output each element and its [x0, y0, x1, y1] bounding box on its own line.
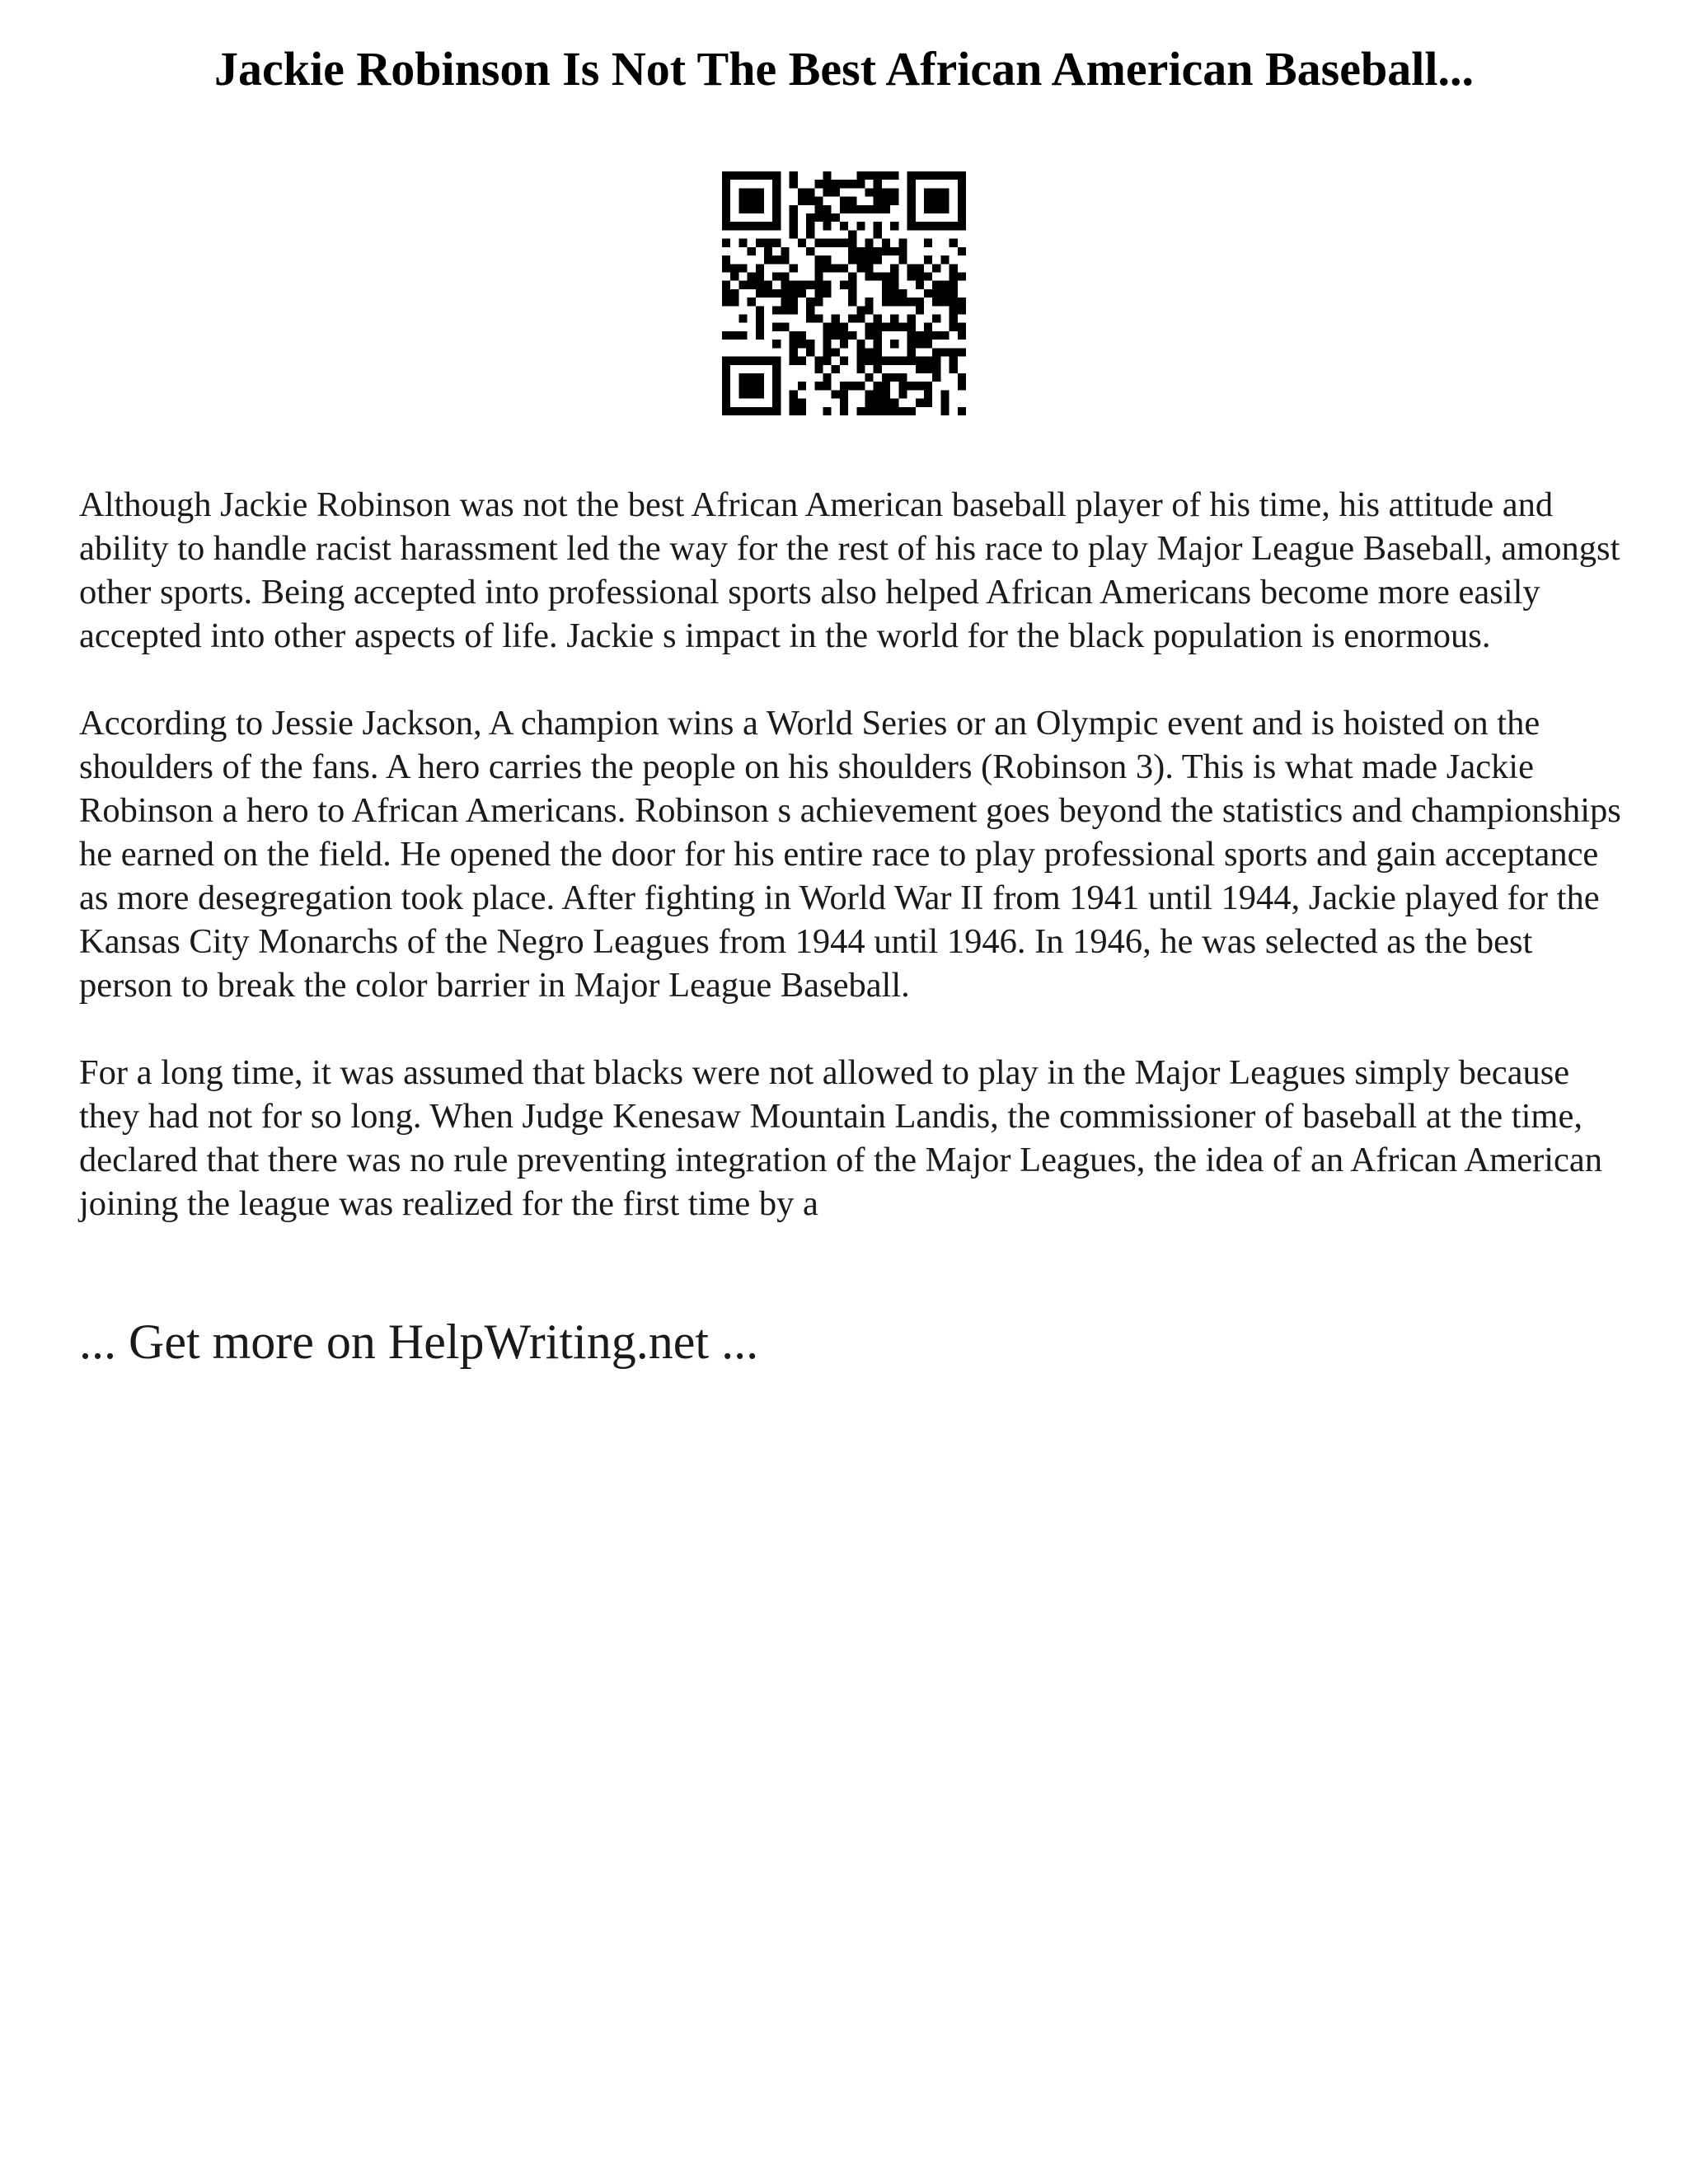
paragraph-1: Although Jackie Robinson was not the best African American baseball player of his time, his attitude and ability to handle racist harassment led the way for the rest of his race to play Major League Baseball, amongst other sports. Being accepted into professional sports also helped African Americans become more easily accepted into other aspects of life. Jackie s impact in the world for the black population is enormous.: [79, 485, 1620, 655]
qr-code-icon: [722, 171, 966, 415]
paragraph-2: According to Jessie Jackson, A champion wins a World Series or an Olympic event and is hoisted on the shoulders of the fans. A hero carries the people on his shoulders (Robinson 3). This is what made Jackie Robinson a hero to African Americans. Robinson s achievement goes beyond the statistics and championships he earned on the field. He opened the door for his entire race to play professional sports and gain acceptance as more desegregation took place. After fighting in World War II from 1941 until 1944, Jackie played for the Kansas City Monarchs of the Negro Leagues from 1944 until 1946. In 1946, he was selected as the best person to break the color barrier in Major League Baseball.: [79, 704, 1621, 1005]
document-title: Jackie Robinson Is Not The Best African American Baseball...: [214, 42, 1474, 96]
paragraph-3: For a long time, it was assumed that blacks were not allowed to play in the Major Leagues simply because they had not for so long. When Judge Kenesaw Mountain Landis, the commissioner of baseball at the time, declared that there was no rule preventing integration of the Major Leagues, the idea of an African American joining the league was realized for the first time by a: [79, 1053, 1603, 1223]
get-more-link[interactable]: ... Get more on HelpWriting.net ...: [79, 1315, 759, 1369]
document-body: [79, 483, 1629, 1269]
